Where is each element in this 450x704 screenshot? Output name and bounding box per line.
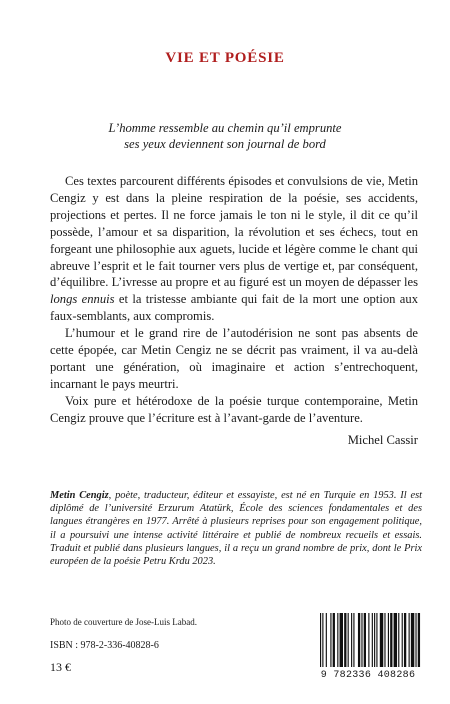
cover-credit: Photo de couverture de Jose-Luis Labad. bbox=[50, 617, 197, 627]
barcode-bar bbox=[340, 613, 343, 667]
epigraph-line-2: ses yeux deviennent son journal de bord bbox=[124, 137, 326, 151]
barcode-bar bbox=[368, 613, 369, 667]
barcode-bar bbox=[390, 613, 392, 667]
epigraph-line-1: L’homme ressemble au chemin qu’il emprunte bbox=[108, 121, 342, 135]
price: 13 € bbox=[50, 660, 71, 674]
author-bio bbox=[50, 489, 422, 568]
barcode-bars bbox=[312, 611, 424, 669]
epigraph bbox=[0, 120, 450, 152]
barcode-bar bbox=[376, 613, 377, 667]
barcode-bar bbox=[415, 613, 416, 667]
barcode-bar bbox=[364, 613, 366, 667]
barcode-bar bbox=[402, 613, 403, 667]
paragraph-1-part-b: et la tristesse ambiante qui fait de la mort une option aux faux-semblants, aux compromis. bbox=[50, 292, 418, 324]
barcode-bar bbox=[326, 613, 327, 667]
barcode-bar bbox=[351, 613, 352, 667]
barcode-bar bbox=[374, 613, 375, 667]
barcode-bar bbox=[384, 613, 385, 667]
barcode-bar bbox=[333, 613, 335, 667]
barcode-bar bbox=[353, 613, 354, 667]
barcode-bar bbox=[409, 613, 410, 667]
paragraph-1 bbox=[50, 173, 418, 325]
barcode-bar bbox=[380, 613, 383, 667]
barcode-digits: 9 782336 408286 bbox=[320, 670, 416, 681]
signature: Michel Cassir bbox=[347, 432, 418, 447]
isbn: ISBN : 978-2-336-40828-6 bbox=[50, 640, 159, 651]
barcode-bar bbox=[337, 613, 338, 667]
barcode-bar bbox=[404, 613, 406, 667]
barcode-bar bbox=[344, 613, 346, 667]
barcode-bar bbox=[398, 613, 399, 667]
page-title: VIE ET POÉSIE bbox=[165, 50, 285, 66]
barcode-bar bbox=[418, 613, 420, 667]
barcode-bar bbox=[330, 613, 331, 667]
author-bio-text: , poète, traducteur, éditeur et essayiste, est né en Turquie en 1953. Il est diplômé de l’université Erzurum Atatürk, École des sciences fondamentales et des langues étrangères en 1977. Arrêté à plusieurs reprises pour son engagement politique, il a poursuivi une intense activité littéraire et publié de nombreux recueils et essais. Traduit et publié dans plusieurs langues, il a reçu un grand nombre de prix, dont le Prix européen de la poésie Petru Krdu 2023. bbox=[50, 490, 422, 568]
barcode-bar bbox=[358, 613, 360, 667]
barcode-bar bbox=[348, 613, 349, 667]
barcode-bar bbox=[361, 613, 362, 667]
barcode bbox=[312, 611, 424, 685]
barcode-bar bbox=[372, 613, 373, 667]
author-name: Metin Cengiz bbox=[50, 490, 109, 501]
paragraph-2: L’humour et le grand rire de l’autodérision ne sont pas absents de cette épopée, car Metin Cengiz ne se décrit pas vraiment, il va au-delà portant une génération, où imaginaire et action s’entrechoquent, incarnant le pays meurtri. bbox=[50, 326, 418, 391]
barcode-bar bbox=[388, 613, 389, 667]
barcode-bar bbox=[322, 613, 323, 667]
back-cover-text bbox=[50, 173, 418, 449]
paragraph-3: Voix pure et hétérodoxe de la poésie turque contemporaine, Metin Cengiz prouve que l’écriture est à l’avant-garde de l’aventure. bbox=[50, 393, 418, 425]
barcode-bar bbox=[411, 613, 414, 667]
paragraph-1-part-a: Ces textes parcourent différents épisodes et convulsions de vie, Metin Cengiz y est dans la pleine respiration de la poésie, ses accidents, projections et pertes. Il ne force jamais le ton ni le style, il dit ce qu’il possède, l’amour et sa disparition, la révolution et ses échecs, tout en forgeant une philosophie aux aguets, lucide et légère comme le chant qui abreuve l’esprit et le fait tourner vers plus de vertige et, par conséquent, d’équilibre. L’ivresse au propre et au figuré est un moyen de dépasser les bbox=[50, 174, 418, 290]
barcode-bar bbox=[394, 613, 397, 667]
emphasis-longs-ennuis: longs ennuis bbox=[50, 292, 115, 307]
barcode-bar bbox=[320, 613, 321, 667]
